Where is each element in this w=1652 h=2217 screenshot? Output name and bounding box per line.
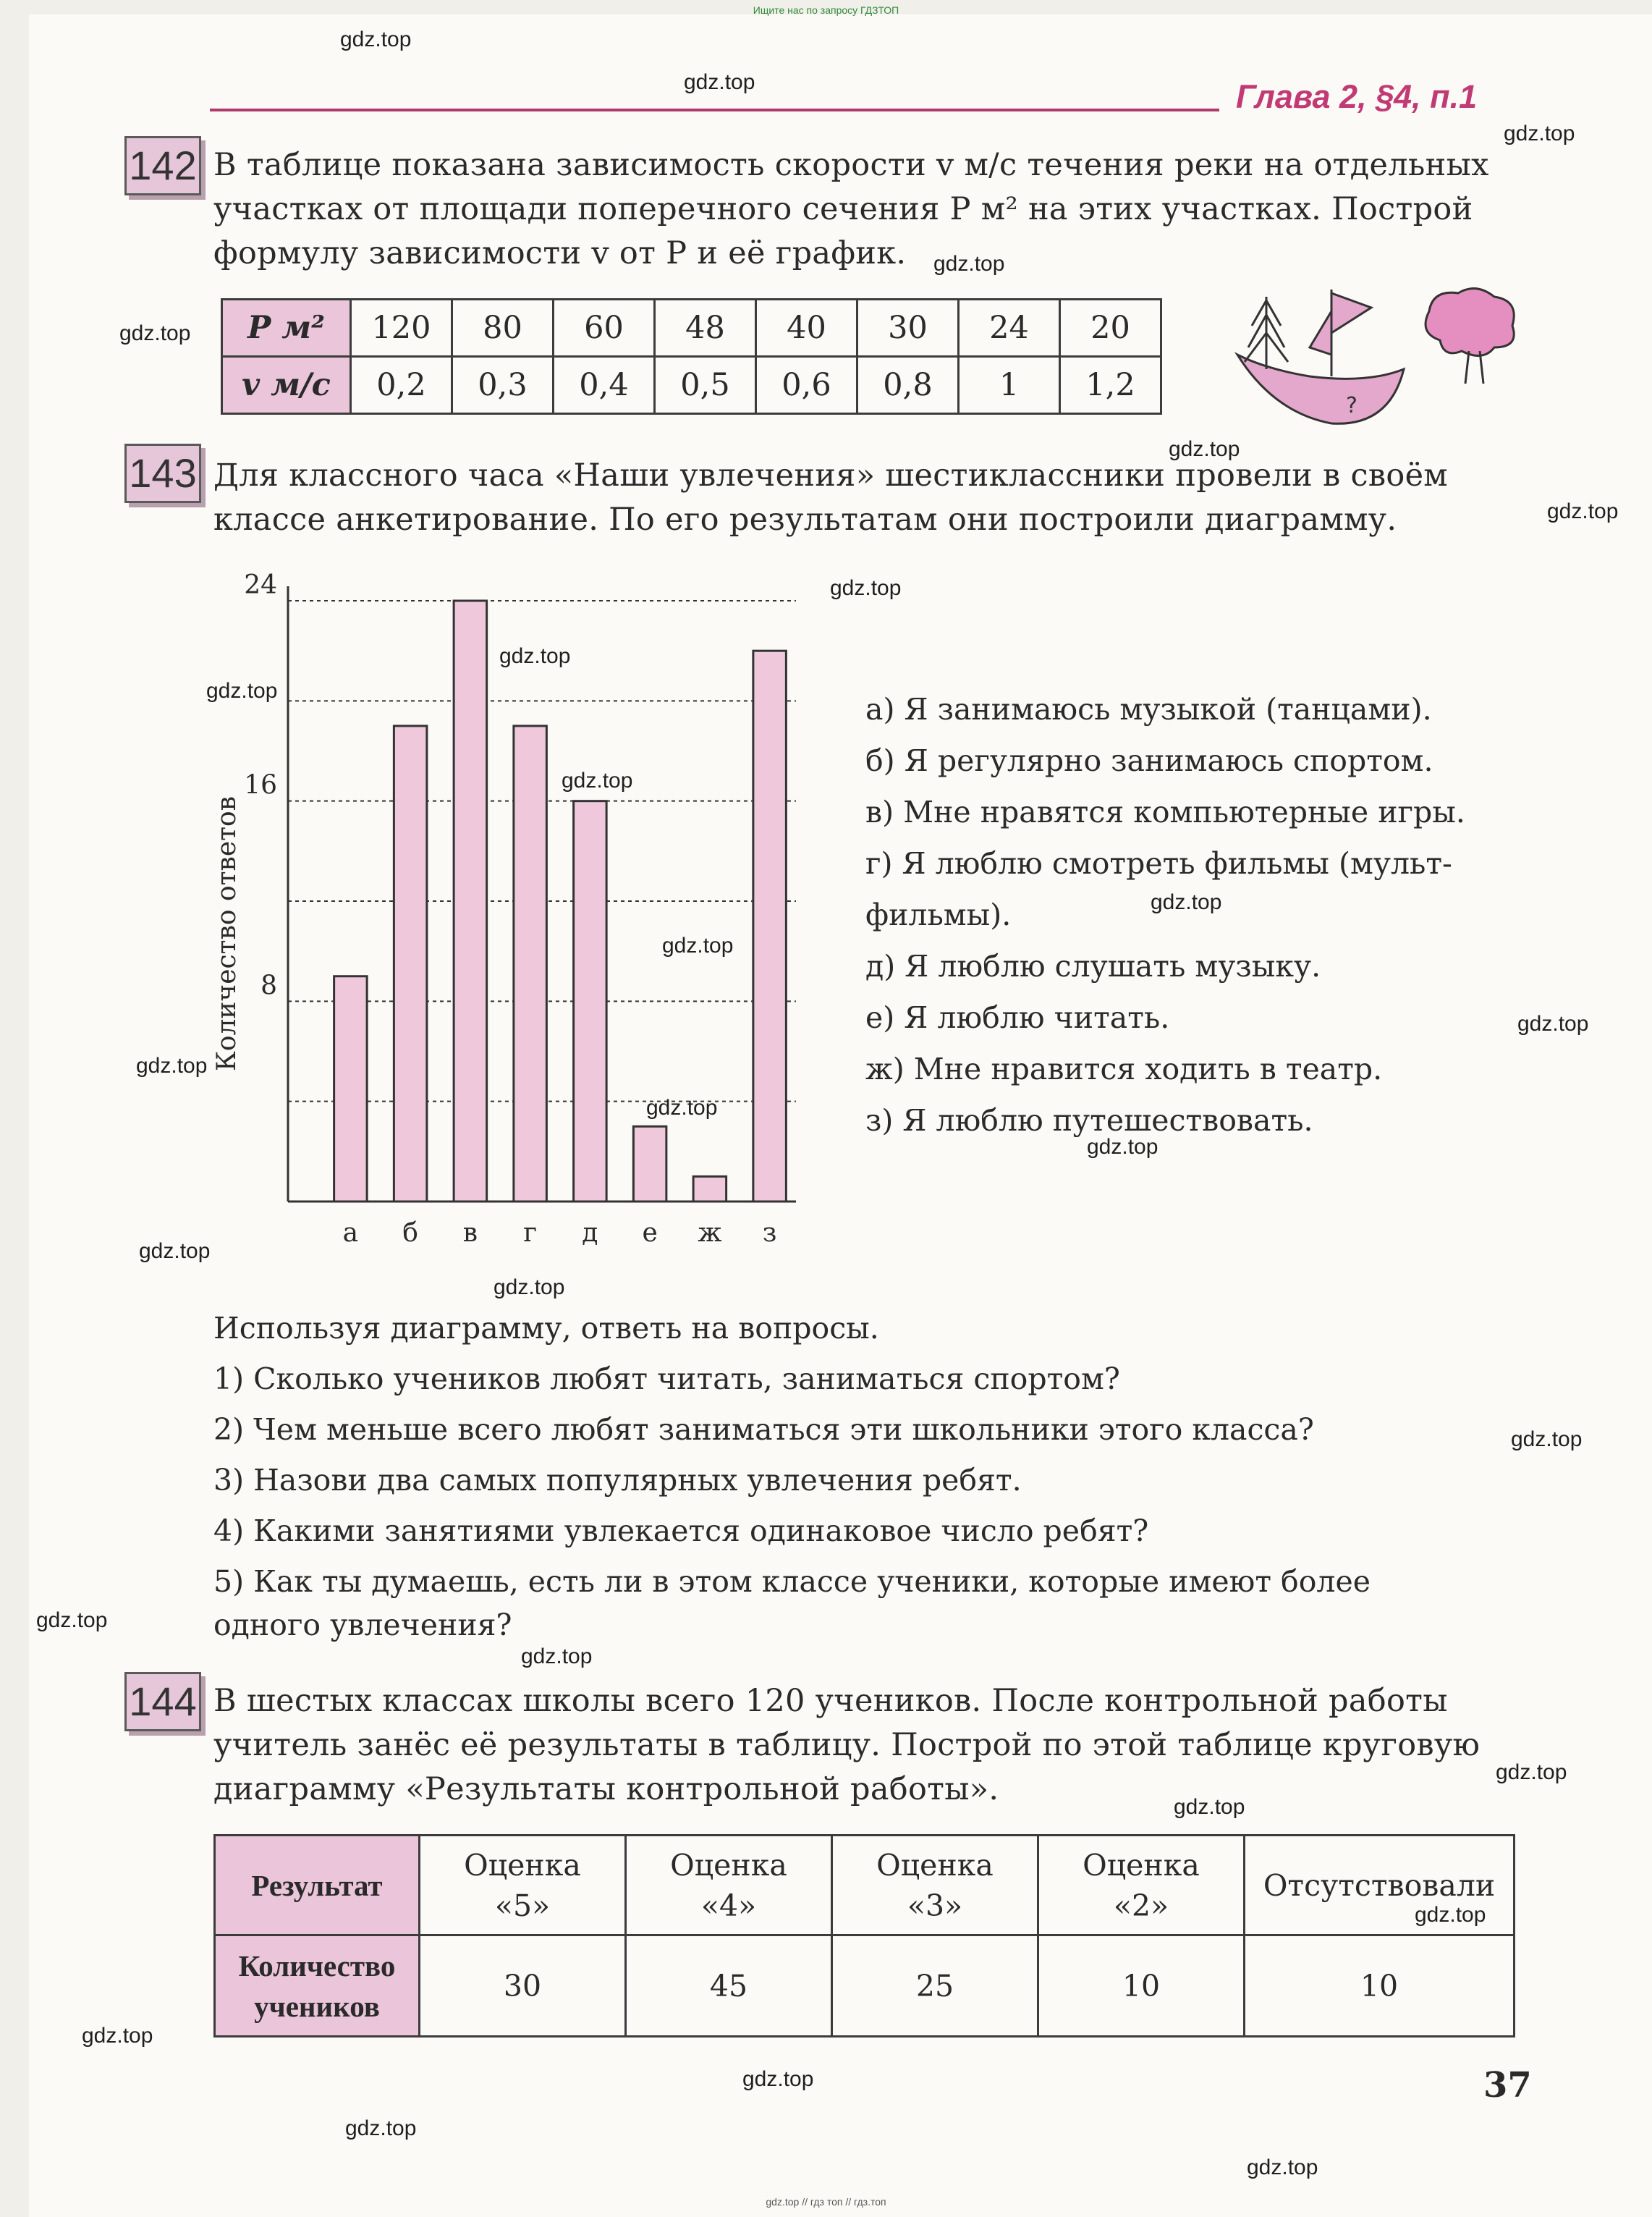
question-3: 3) Назови два самых популярных увлечения ребят.	[213, 1463, 1022, 1498]
watermark: gdz.top	[1169, 437, 1240, 461]
bar-б	[394, 726, 427, 1202]
question-5-continuation: одного увлечения?	[213, 1608, 512, 1642]
chapter-title: Глава 2, §4, п.1	[1236, 78, 1478, 115]
watermark: gdz.top	[206, 679, 278, 703]
table-cell: 0,8	[857, 357, 959, 414]
x-tick-label: з	[762, 1218, 777, 1248]
watermark: gdz.top	[1247, 2155, 1318, 2179]
boat-sail-icon	[1310, 290, 1371, 376]
table-cell: 60	[554, 300, 655, 357]
bar-а	[334, 976, 368, 1202]
count-label: учеников	[254, 1989, 380, 2023]
question-2: 2) Чем меньше всего любят заниматься эти школьники этого класса?	[213, 1412, 1314, 1447]
watermark: gdz.top	[119, 321, 191, 345]
bar-ж	[693, 1176, 727, 1202]
watermark: gdz.top	[345, 2116, 417, 2140]
table-cell: 0,5	[655, 357, 756, 414]
y-tick-label: 24	[244, 572, 277, 600]
watermark: gdz.top	[1415, 1903, 1486, 1927]
task-number-144: 144	[124, 1672, 201, 1731]
tree-icon	[1245, 297, 1288, 369]
watermark: gdz.top	[1547, 499, 1619, 523]
count-label: Количество	[238, 1948, 396, 1982]
table-cell: 48	[655, 300, 756, 357]
x-tick-label: ж	[698, 1218, 722, 1248]
bar-е	[633, 1126, 666, 1202]
watermark: gdz.top	[36, 1608, 108, 1632]
table-cell: 25	[832, 1935, 1038, 2037]
watermark: gdz.top	[562, 769, 633, 793]
y-tick-label: 16	[244, 770, 277, 801]
footer-note: gdz.top // гдз топ // гдз.топ	[766, 2196, 886, 2208]
watermark: gdz.top	[1151, 890, 1222, 914]
grade-label: Оценка	[876, 1847, 994, 1883]
survey-options: а) Я занимаюсь музыкой (танцами). б) Я регулярно занимаюсь спортом. в) Мне нравятся компьютерные игры. г) Я люблю смотреть фильмы (мульт- фильмы). д) Я люблю слушать музыку. е) Я люблю читать. ж) Мне нравится ходить в театр. з) Я люблю путешествовать.	[865, 692, 1465, 1138]
table-cell: 0,2	[351, 357, 452, 414]
bar-д	[574, 801, 607, 1202]
table-cell: 45	[626, 1935, 832, 2037]
river-illustration	[1223, 268, 1411, 434]
table-cell: 40	[756, 300, 857, 357]
question-mark-icon: ?	[1346, 393, 1357, 418]
table-cell: 30	[857, 300, 959, 357]
table-cell: 10	[1245, 1935, 1515, 2037]
x-tick-label: д	[582, 1218, 598, 1248]
bar-з	[753, 651, 787, 1202]
table-cell: 24	[959, 300, 1060, 357]
task-143-text: Для классного часа «Наши увлечения» шестиклассники провели в своём классе анкетирование. По его результатам они построили диаграмму.	[213, 457, 1449, 538]
question-1: 1) Сколько учеников любят читать, заниматься спортом?	[213, 1361, 1120, 1396]
table-cell: 1,2	[1060, 357, 1161, 414]
table-speed-area	[221, 298, 1162, 415]
table-row	[222, 300, 1161, 357]
table-cell: 1	[959, 357, 1060, 414]
watermark: gdz.top	[830, 576, 902, 600]
watermark: gdz.top	[1511, 1427, 1583, 1451]
task-142-text: В таблице показана зависимость скорости v м/с течения реки на отдельных участках от площади поперечного сечения P м² на этих участках. Построй формулу зависимости v от P и её график.	[213, 147, 1489, 271]
table-header-speed: v м/с	[222, 357, 351, 414]
watermark: gdz.top	[684, 70, 755, 94]
table-cell-grade-3	[832, 1836, 1038, 1935]
table-cell: 20	[1060, 300, 1161, 357]
task-144-text: В шестых классах школы всего 120 учеников. После контрольной работы учитель занёс её результаты в таблицу. Построй по этой таблице круговую диаграмму «Результаты контрольной работы».	[213, 1683, 1481, 1807]
table-cell: 0,4	[554, 357, 655, 414]
watermark: gdz.top	[1517, 1012, 1589, 1036]
table-cell: 30	[420, 1935, 626, 2037]
bar-в	[454, 601, 487, 1202]
grade-value: «2»	[1113, 1888, 1169, 1923]
task-number-143: 143	[124, 444, 201, 503]
table-cell: 80	[452, 300, 554, 357]
table-row	[222, 357, 1161, 414]
table-header-result: Результат	[215, 1836, 420, 1935]
watermark: gdz.top	[139, 1239, 211, 1263]
grade-value: «4»	[700, 1888, 757, 1923]
table-cell-grade-4	[626, 1836, 832, 1935]
x-tick-label: в	[462, 1218, 478, 1248]
watermark: gdz.top	[82, 2024, 153, 2048]
grade-label: Оценка	[670, 1847, 787, 1883]
watermark: gdz.top	[136, 1054, 208, 1078]
watermark: gdz.top	[1504, 122, 1575, 145]
page-number: 37	[1483, 2065, 1532, 2106]
table-cell: 0,6	[756, 357, 857, 414]
chapter-rule	[210, 109, 1219, 111]
table-cell: 120	[351, 300, 452, 357]
grade-label: Оценка	[464, 1847, 581, 1883]
table-cell-grade-2	[1038, 1836, 1245, 1935]
questions-intro: Используя диаграмму, ответь на вопросы.	[213, 1311, 879, 1346]
watermark: gdz.top	[340, 28, 412, 51]
x-tick-label: е	[642, 1218, 658, 1248]
y-axis-label: Количество ответов	[212, 796, 242, 1071]
question-5: 5) Как ты думаешь, есть ли в этом классе ученики, которые имеют более	[213, 1564, 1371, 1599]
table-cell: 10	[1038, 1935, 1245, 2037]
watermark: gdz.top	[499, 644, 571, 668]
table-test-results	[213, 1834, 1515, 2037]
grade-label: Оценка	[1083, 1847, 1200, 1883]
task-number-142: 142	[124, 136, 201, 195]
watermark: gdz.top	[646, 1096, 718, 1120]
grade-value: «5»	[494, 1888, 551, 1923]
pink-tree-crown	[1426, 289, 1514, 356]
watermark: gdz.top	[1087, 1135, 1158, 1159]
top-note: Ищите нас по запросу ГДЗТОП	[753, 4, 899, 16]
watermark: gdz.top	[494, 1275, 565, 1299]
x-tick-label: б	[402, 1218, 418, 1248]
watermark: gdz.top	[662, 934, 734, 958]
river-bank	[1237, 355, 1404, 423]
watermark: gdz.top	[1496, 1760, 1567, 1784]
watermark: gdz.top	[1174, 1795, 1245, 1819]
table-row	[215, 1836, 1515, 1935]
watermark: gdz.top	[742, 2067, 814, 2091]
chart-labels	[244, 572, 776, 1248]
table-row	[215, 1935, 1515, 2037]
bar-г	[514, 726, 547, 1202]
table-cell-absent: Отсутствовали	[1245, 1836, 1515, 1935]
tree-pink-illustration	[1411, 282, 1527, 391]
watermark: gdz.top	[521, 1644, 593, 1668]
y-tick-label: 8	[260, 971, 277, 1001]
grade-value: «3»	[907, 1888, 963, 1923]
table-cell-grade-5	[420, 1836, 626, 1935]
watermark: gdz.top	[933, 252, 1005, 276]
question-4: 4) Какими занятиями увлекается одинаковое число ребят?	[213, 1513, 1149, 1548]
bar-chart	[195, 572, 825, 1267]
table-header-area: P м²	[222, 300, 351, 357]
x-tick-label: а	[342, 1218, 359, 1248]
table-header-count	[215, 1935, 420, 2037]
x-tick-label: г	[523, 1218, 538, 1248]
table-cell: 0,3	[452, 357, 554, 414]
